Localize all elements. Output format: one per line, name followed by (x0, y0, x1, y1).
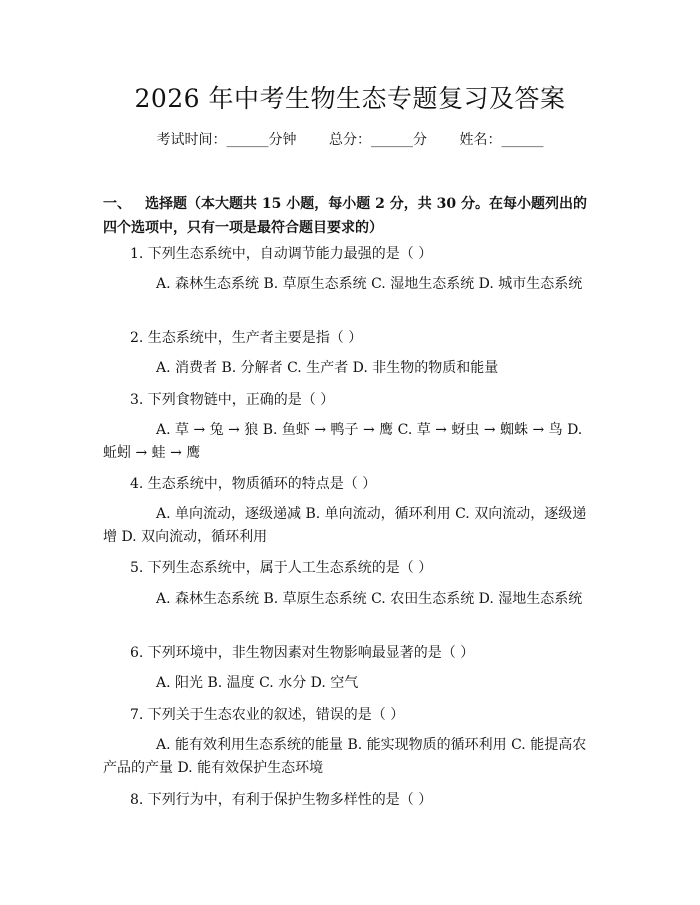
student-name-field: 姓名：______ (459, 132, 544, 148)
question-5-options: A. 森林生态系统 B. 草原生态系统 C. 农田生态系统 D. 湿地生态系统 (156, 591, 583, 607)
question-2-stem: 2. 生态系统中，生产者主要是指（ ） (130, 330, 363, 346)
exam-time-field: 考试时间：______分钟 (156, 132, 297, 148)
question-4-options: A. 单向流动，逐级递减 B. 单向流动，循环利用 C. 双向流动，逐级递增 D. 双向流动，循环利用 (103, 506, 587, 545)
question-1-stem: 1. 下列生态系统中，自动调节能力最强的是（ ） (130, 246, 433, 262)
question-1-options: A. 森林生态系统 B. 草原生态系统 C. 湿地生态系统 D. 城市生态系统 (156, 276, 583, 292)
question-5-stem: 5. 下列生态系统中，属于人工生态系统的是（ ） (130, 560, 433, 576)
document-title: 2026 年中考生物生态专题复习及答案 (134, 84, 566, 113)
question-7-options: A. 能有效利用生态系统的能量 B. 能实现物质的循环利用 C. 能提高农产品的产量 D. 能有效保护生态环境 (103, 737, 587, 776)
question-6-stem: 6. 下列环境中，非生物因素对生物影响最显著的是（ ） (130, 645, 475, 661)
question-8-stem: 8. 下列行为中，有利于保护生物多样性的是（ ） (130, 792, 433, 808)
question-4-stem: 4. 生态系统中，物质循环的特点是（ ） (130, 476, 377, 492)
total-score-field: 总分：______分 (329, 132, 427, 148)
question-2-options: A. 消费者 B. 分解者 C. 生产者 D. 非生物的物质和能量 (156, 360, 499, 376)
question-3-stem: 3. 下列食物链中，正确的是（ ） (130, 392, 335, 408)
section-heading (103, 192, 599, 240)
exam-info-line (0, 130, 700, 150)
section-instructions: 选择题（本大题共 15 小题，每小题 2 分，共 30 分。在每小题列出的四个选项中，只有一项是最符合题目要求的） (103, 196, 587, 236)
section-number: 一、 (103, 196, 131, 212)
question-6-options: A. 阳光 B. 温度 C. 水分 D. 空气 (156, 675, 359, 691)
question-7-stem: 7. 下列关于生态农业的叙述，错误的是（ ） (130, 707, 405, 723)
question-3-options: A. 草 → 兔 → 狼 B. 鱼虾 → 鸭子 → 鹰 C. 草 → 蚜虫 → 蜘蛛 → 鸟 D. 蚯蚓 → 蛙 → 鹰 (103, 422, 583, 461)
